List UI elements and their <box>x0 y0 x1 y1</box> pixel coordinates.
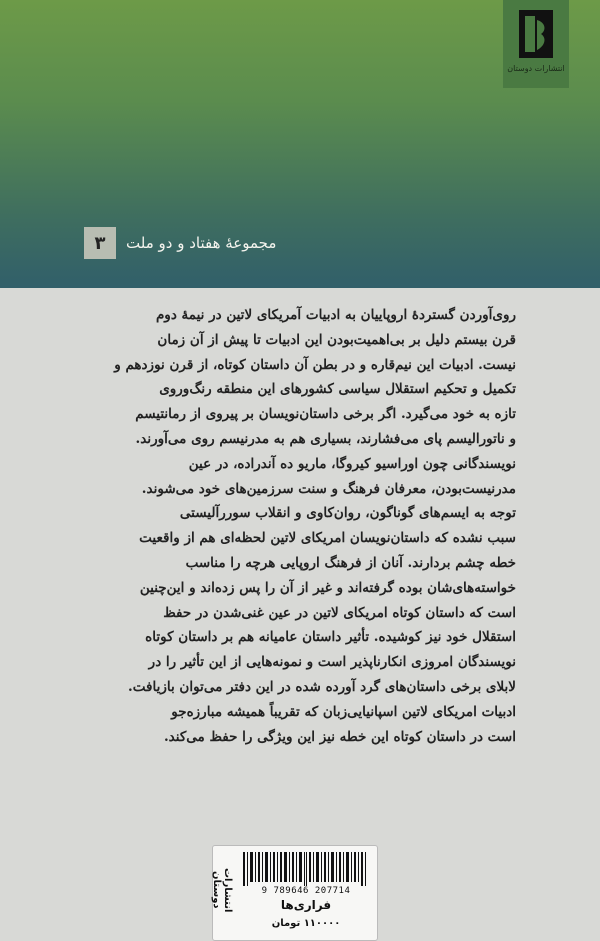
blurb-text <box>78 303 516 749</box>
blurb-line: نویسندگان امروزی انکارناپذیر است و نمونه‌هایی از این تأثیر را در <box>148 654 516 671</box>
blurb-line: نویسندگانی چون اوراسیو کیروگا، ماریو ده آندراده، در عین <box>188 455 516 472</box>
price-label: ۱۱۰۰۰۰ تومان <box>271 918 341 929</box>
barcode-digits: 9 789646 207714 <box>261 886 351 896</box>
blurb-line: و ناتورالیسم پای می‌فشارند، بسیاری هم به مدرنیسم روی می‌آورند. <box>135 430 516 447</box>
publisher-logo-icon <box>519 10 553 58</box>
barcode-publisher-name: انتشارات دوستان <box>211 867 233 913</box>
series-label: مجموعهٔ هفتاد و دو ملت <box>126 234 277 252</box>
blurb-line: توجه به ایسم‌های گوناگون، روان‌کاوی و انقلاب سوررآلیستی <box>179 505 516 522</box>
publisher-name-small: انتشارات دوستان <box>507 64 565 73</box>
blurb-line: مدرنیست‌بودن، معرفان فرهنگ و سنت سرزمین‌های خود می‌شوند. <box>141 480 516 497</box>
barcode-icon <box>241 852 371 886</box>
blurb-line: است در داستان کوتاه این خطه نیز این ویژگی را حفظ می‌کند. <box>163 728 516 745</box>
blurb-line: تکمیل و تحکیم استقلال سیاسی کشورهای این منطقه رنگ‌وروی <box>159 381 516 398</box>
blurb-line: تازه به خود می‌گیرد. اگر برخی داستان‌نویسان بر پیروی از رمانتیسم <box>135 406 516 423</box>
book-title: فراری‌ها <box>280 898 332 912</box>
barcode-sticker <box>212 845 378 941</box>
blurb-line: خواسته‌های‌شان بوده گرفته‌اند و غیر از آن را پس زده‌اند و این‌چنین <box>139 579 516 596</box>
blurb-line: خطه چشم بردارند. آنان از فرهنگ اروپایی هرچه را مناسب <box>185 554 516 571</box>
blurb-line: لابلای برخی داستان‌های گرد آورده شده در این دفتر می‌توان بازیافت. <box>128 678 516 695</box>
blurb-line: روی‌آوردن گستردهٔ اروپاییان به ادبیات آمریکای لاتین در نیمهٔ دوم <box>155 307 516 323</box>
blurb-line: است که داستان کوتاه امریکای لاتین در عین غنی‌شدن در حفظ <box>163 604 516 621</box>
blurb-line: ادبیات امریکای لاتین اسپانیایی‌زبان که تقریباً همیشه مبارزه‌جو <box>171 703 516 720</box>
blurb-line: قرن بیستم دلیل بر بی‌اهمیت‌بودن این ادبیات تا پیش از آن زمان <box>157 331 516 348</box>
series-number-badge: ۳ <box>84 227 116 259</box>
blurb-line: سبب نشده که داستان‌نویسان امریکای لاتین لحظه‌ای هم از واقعیت <box>139 530 516 547</box>
blurb-line: نیست. ادبیات این نیم‌قاره و در بطن آن داستان کوتاه، از قرن نوزدهم و <box>114 356 516 373</box>
blurb-line: استقلال خود نیز کوشیده. تأثیر داستان عامیانه هم بر داستان کوتاه <box>145 629 516 646</box>
series-row <box>84 226 276 260</box>
